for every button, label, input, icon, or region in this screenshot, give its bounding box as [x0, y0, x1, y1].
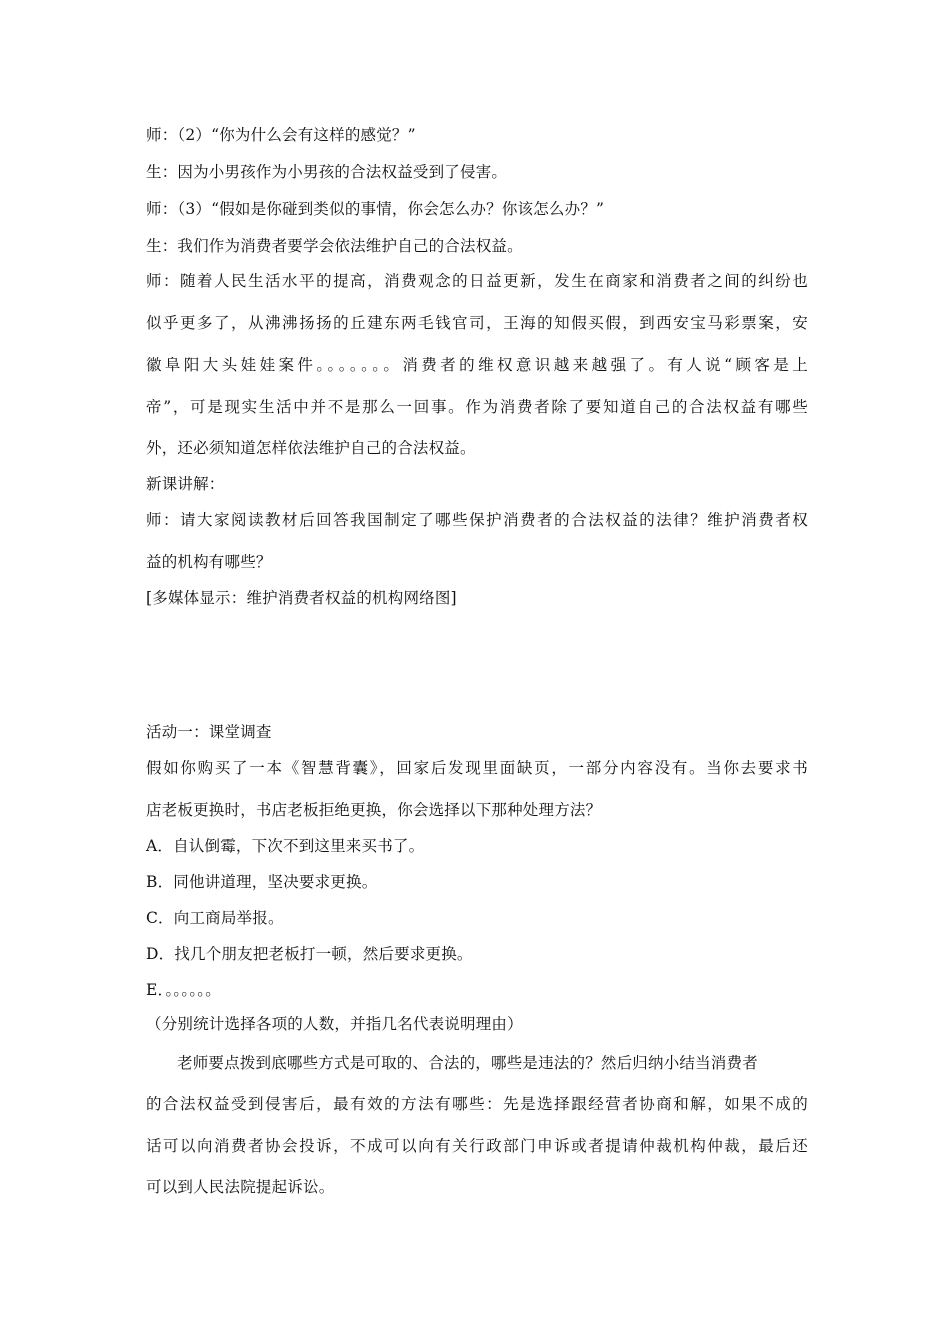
dialogue-line-student-answer-2: 生：我们作为消费者要学会依法维护自己的合法权益。 — [146, 237, 523, 255]
paragraph-line: 益的机构有哪些？ — [146, 553, 272, 571]
paragraph-line: 外，还必须知道怎样依法维护自己的合法权益。 — [146, 439, 476, 457]
dialogue-line-teacher-question-3: 师：（3）“假如是你碰到类似的事情，你会怎么办？你该怎么办？” — [146, 200, 605, 218]
option-d: D．找几个朋友把老板打一顿，然后要求更换。 — [146, 945, 473, 963]
paragraph-line: 师：请大家阅读教材后回答我国制定了哪些保护消费者的合法权益的法律？维护消费者权 — [146, 511, 808, 529]
paragraph-line: 徽阜阳大头娃娃案件。。。。。。。消费者的维权意识越来越强了。有人说“顾客是上 — [146, 356, 808, 374]
paragraph-line: 的合法权益受到侵害后，最有效的方法有哪些：先是选择跟经营者协商和解，如果不成的 — [146, 1095, 808, 1113]
paragraph-line: 似乎更多了，从沸沸扬扬的丘建东两毛钱官司，王海的知假买假，到西安宝马彩票案，安 — [146, 314, 808, 332]
paragraph-line: 帝”，可是现实生活中并不是那么一回事。作为消费者除了要知道自己的合法权益有哪些 — [146, 398, 808, 416]
statistics-note: （分别统计选择各项的人数，并指几名代表说明理由） — [146, 1015, 523, 1033]
paragraph-line: 师：随着人民生活水平的提高，消费观念的日益更新，发生在商家和消费者之间的纠纷也 — [146, 272, 808, 290]
paragraph-line: 话可以向消费者协会投诉，不成可以向有关行政部门申诉或者提请仲裁机构仲裁，最后还 — [146, 1137, 808, 1155]
dialogue-line-teacher-question-2: 师：（2）“你为什么会有这样的感觉？” — [146, 126, 416, 144]
activity-heading: 活动一：课堂调查 — [146, 723, 272, 741]
paragraph-line: 可以到人民法院提起诉讼。 — [146, 1178, 335, 1196]
paragraph-line: 老师要点拨到底哪些方式是可取的、合法的，哪些是违法的？然后归纳小结当消费者 — [177, 1054, 758, 1072]
paragraph-line: 假如你购买了一本《智慧背囊》，回家后发现里面缺页，一部分内容没有。当你去要求书 — [146, 759, 808, 777]
option-a: A．自认倒霉，下次不到这里来买书了。 — [146, 837, 425, 855]
multimedia-note: [多媒体显示：维护消费者权益的机构网络图] — [146, 589, 457, 607]
dialogue-line-student-answer-1: 生：因为小男孩作为小男孩的合法权益受到了侵害。 — [146, 163, 508, 181]
paragraph-line: 店老板更换时，书店老板拒绝更换，你会选择以下那种处理方法？ — [146, 801, 602, 819]
section-heading-new-lesson: 新课讲解： — [146, 475, 225, 493]
option-e: E．。。。。。。 — [146, 981, 221, 999]
option-b: B．同他讲道理，坚决要求更换。 — [146, 873, 378, 891]
option-c: C．向工商局举报。 — [146, 909, 284, 927]
